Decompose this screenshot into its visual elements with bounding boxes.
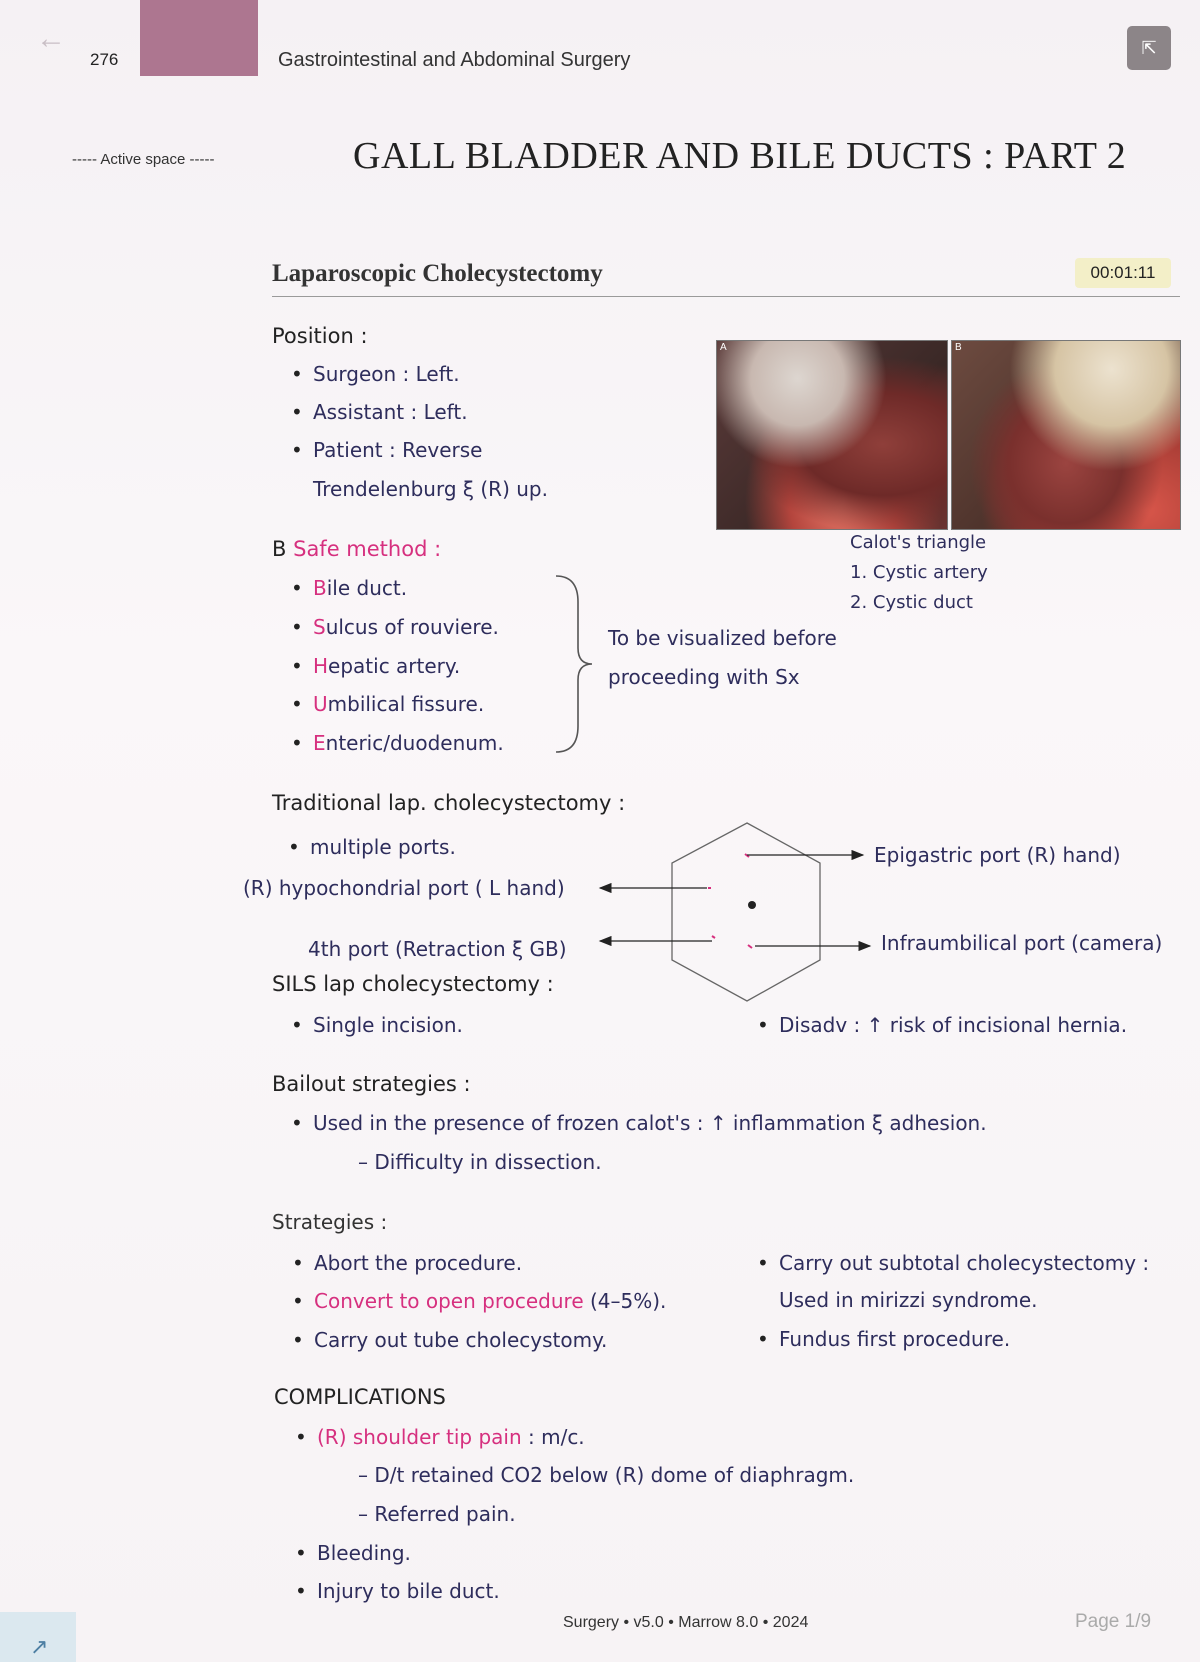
book-title: Gastrointestinal and Abdominal Surgery bbox=[278, 49, 631, 71]
umbilicus-dot bbox=[748, 901, 756, 909]
brace-note: proceeding with Sx bbox=[608, 665, 800, 689]
list-item: • Hepatic artery. bbox=[313, 654, 460, 678]
sils-heading: SILS lap cholecystectomy : bbox=[272, 972, 554, 996]
image-caption: Calot's triangle bbox=[850, 532, 987, 553]
collapse-fullscreen-button[interactable] bbox=[1127, 26, 1171, 70]
list-item: • Carry out subtotal cholecystectomy : bbox=[779, 1251, 1149, 1275]
image-caption: 1. Cystic artery bbox=[850, 562, 988, 583]
safe-method-heading bbox=[272, 537, 441, 561]
photo-label-b: B bbox=[955, 342, 962, 353]
laparoscopic-photo-a bbox=[716, 340, 948, 530]
list-item: • Bile duct. bbox=[313, 576, 407, 600]
port-placement-diagram bbox=[560, 815, 890, 1005]
port-label-epigastric: Epigastric port (R) hand) bbox=[874, 843, 1121, 867]
list-item-continuation: Used in mirizzi syndrome. bbox=[779, 1288, 1038, 1312]
page-title: GALL BLADDER AND BILE DUCTS : PART 2 bbox=[353, 135, 1127, 177]
complications-heading: COMPLICATIONS bbox=[274, 1385, 446, 1409]
list-item: • (R) shoulder tip pain : m/c. bbox=[317, 1425, 585, 1449]
list-item-continuation: Trendelenburg ξ (R) up. bbox=[313, 477, 548, 501]
laparoscopic-photo-b bbox=[951, 340, 1181, 530]
chapter-color-tab bbox=[140, 0, 258, 76]
traditional-heading: Traditional lap. cholecystectomy : bbox=[272, 791, 626, 815]
port-label-fourth: 4th port (Retraction ξ GB) bbox=[308, 937, 567, 961]
list-item: • Abort the procedure. bbox=[314, 1251, 522, 1275]
section-divider bbox=[272, 296, 1180, 297]
sub-item: – D/t retained CO2 below (R) dome of diaphragm. bbox=[358, 1463, 855, 1487]
list-item: • Fundus first procedure. bbox=[779, 1327, 1010, 1351]
list-item: • Used in the presence of frozen calot's : ↑ inflammation ξ adhesion. bbox=[313, 1111, 987, 1135]
photo-label-a: A bbox=[720, 342, 727, 353]
active-space-label: ----- Active space ----- bbox=[72, 151, 215, 168]
list-item: • multiple ports. bbox=[310, 835, 456, 859]
list-item: • Sulcus of rouviere. bbox=[313, 615, 499, 639]
port-label-infraumbilical: Infraumbilical port (camera) bbox=[881, 931, 1163, 955]
safe-method-prefix: B bbox=[272, 537, 287, 561]
safe-method-title: Safe method : bbox=[293, 537, 442, 561]
list-item: • Convert to open procedure (4–5%). bbox=[314, 1289, 666, 1313]
collapse-icon: ⇱ bbox=[1141, 38, 1157, 58]
abdomen-hexagon bbox=[672, 823, 820, 1001]
list-item: • Assistant : Left. bbox=[313, 400, 468, 424]
list-item: • Bleeding. bbox=[317, 1541, 411, 1565]
position-heading: Position : bbox=[272, 324, 368, 348]
list-item: • Carry out tube cholecystomy. bbox=[314, 1328, 607, 1352]
back-arrow-icon[interactable]: ← bbox=[36, 22, 66, 55]
image-caption: 2. Cystic duct bbox=[850, 592, 973, 613]
list-item: • Enteric/duodenum. bbox=[313, 731, 504, 755]
curly-brace bbox=[550, 572, 596, 756]
list-item: • Patient : Reverse bbox=[313, 438, 482, 462]
sub-item: – Difficulty in dissection. bbox=[358, 1150, 602, 1174]
list-item: • Single incision. bbox=[313, 1013, 463, 1037]
strategies-heading: Strategies : bbox=[272, 1210, 388, 1234]
page-indicator: Page 1/9 bbox=[1075, 1611, 1152, 1632]
sub-item: – Referred pain. bbox=[358, 1502, 516, 1526]
port-label-right-hypochondrial: (R) hypochondrial port ( L hand) bbox=[243, 876, 565, 900]
list-item: • Surgeon : Left. bbox=[313, 362, 460, 386]
expand-icon[interactable]: ↗ bbox=[30, 1634, 49, 1659]
video-timestamp[interactable]: 00:01:11 bbox=[1075, 258, 1171, 288]
list-item: • Injury to bile duct. bbox=[317, 1579, 500, 1603]
footer-version: Surgery • v5.0 • Marrow 8.0 • 2024 bbox=[563, 1614, 809, 1631]
brace-note: To be visualized before bbox=[608, 626, 837, 650]
bailout-heading: Bailout strategies : bbox=[272, 1072, 471, 1096]
page-number: 276 bbox=[90, 50, 119, 69]
list-item: • Umbilical fissure. bbox=[313, 692, 484, 716]
list-item: • Disadv : ↑ risk of incisional hernia. bbox=[779, 1013, 1127, 1037]
section-title: Laparoscopic Cholecystectomy bbox=[272, 260, 603, 287]
